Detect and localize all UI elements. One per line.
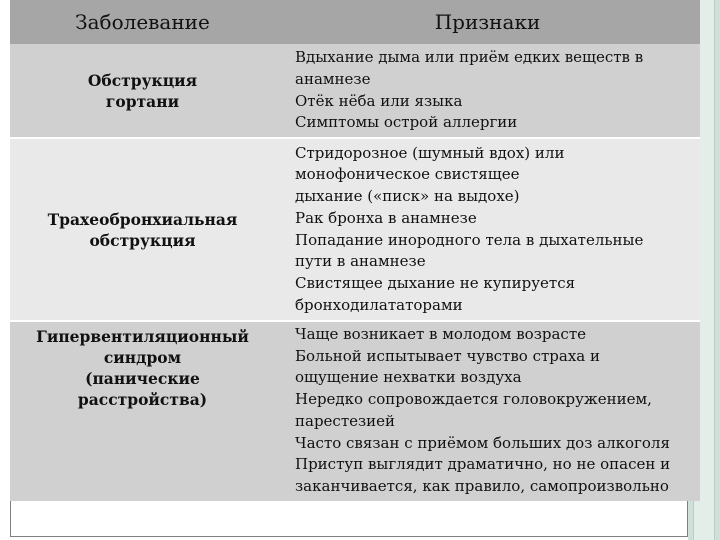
sign-line: пути в анамнезе	[295, 252, 426, 271]
disease-cell	[10, 44, 275, 137]
disease-line: (панические	[85, 369, 200, 388]
sign-line: ощущение нехватки воздуха	[295, 368, 522, 387]
signs-cell	[275, 44, 700, 137]
header-signs: Признаки	[275, 0, 700, 44]
disease-line: Гипервентиляционный	[36, 327, 249, 346]
sign-line: Отёк нёба или языка	[295, 91, 463, 110]
sign-line: Попадание инородного тела в дыхательные	[295, 230, 644, 249]
diagnosis-table	[10, 0, 700, 501]
table-row	[10, 139, 700, 320]
sign-line: бронходилататорами	[295, 295, 463, 314]
sign-line: дыхание («писк» на выдохе)	[295, 187, 520, 206]
disease-line: Трахеобронхиальная	[47, 209, 238, 229]
sign-line: Стридорозное (шумный вдох) или	[295, 143, 565, 162]
sign-line: Часто связан с приёмом больших доз алкоголя	[295, 433, 670, 452]
sign-line: Чаще возникает в молодом возрасте	[295, 325, 586, 343]
table-row	[10, 44, 700, 137]
disease-line: синдром	[103, 348, 182, 367]
disease-line: гортани	[105, 91, 180, 111]
sign-line: Нередко сопровождается головокружением,	[295, 390, 652, 409]
sign-line: монофоническое свистящее	[295, 165, 520, 184]
sign-line: заканчивается, как правило, самопроизвольно	[295, 476, 669, 495]
sign-line: Рак бронха в анамнезе	[295, 208, 477, 227]
signs-cell	[275, 139, 700, 320]
sign-line: Приступ выглядит драматично, но не опасен и	[295, 455, 671, 474]
disease-line: обструкция	[89, 230, 196, 250]
disease-line: Обструкция	[87, 70, 198, 90]
disease-cell	[10, 139, 275, 320]
disease-cell	[10, 322, 275, 501]
table-header-row	[10, 0, 700, 44]
sign-line: Вдыхание дыма или приём едких веществ в	[295, 48, 644, 67]
sign-line: парестезией	[295, 411, 396, 430]
sign-line: Симптомы острой аллергии	[295, 113, 518, 132]
disease-line: расстройства)	[77, 390, 208, 409]
sign-line: Свистящее дыхание не купируется	[295, 273, 576, 292]
sign-line: анамнезе	[295, 69, 371, 88]
sign-line: Больной испытывает чувство страха и	[295, 346, 600, 365]
header-disease: Заболевание	[10, 0, 275, 44]
table-row	[10, 322, 700, 501]
signs-cell	[275, 322, 700, 501]
